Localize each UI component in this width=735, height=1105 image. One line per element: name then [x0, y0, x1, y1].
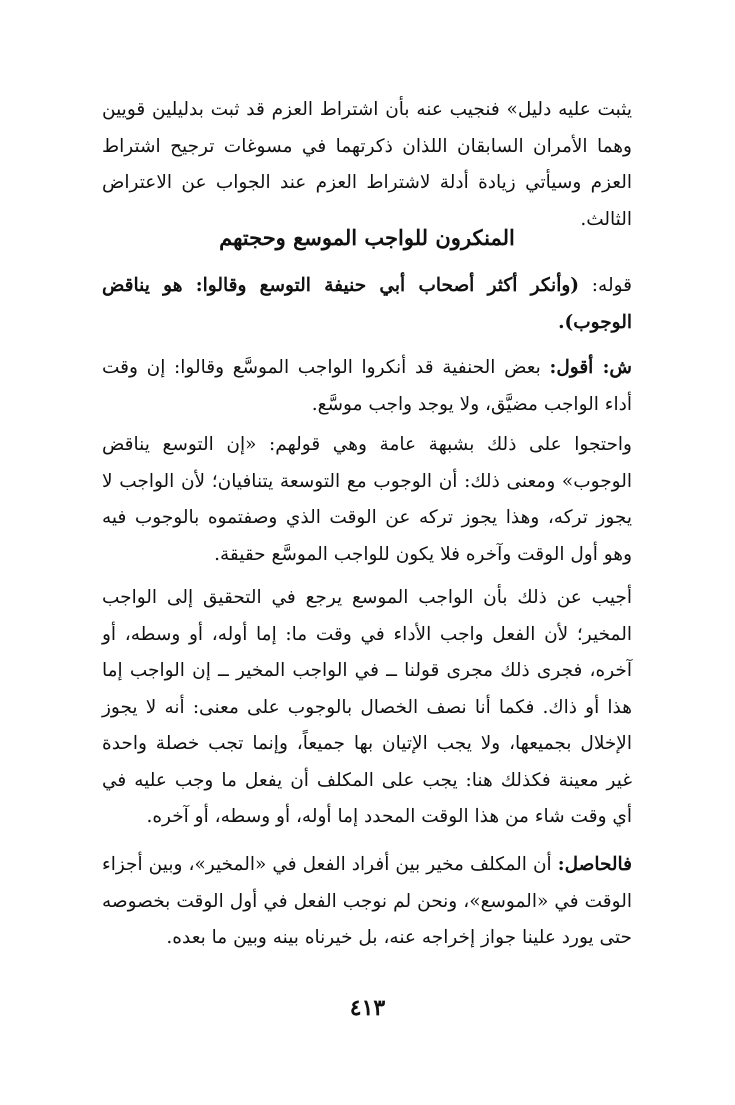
argument-paragraph: واحتجوا على ذلك بشبهة عامة وهي قولهم: «إن التوسع يناقض الوجوب» ومعنى ذلك: أن الوجوب مع التوسعة يتنافيان؛ لأن الواجب لا يجوز تركه، وهذا يجوز تركه عن الوقت الذي وصفتموه بالوجوب فيه وهو أول الوقت وآخره فلا يكون للواجب الموسَّع حقيقة. — [102, 434, 632, 565]
sharh-label: ش: أقول: — [549, 357, 632, 378]
conclusion-text: أن المكلف مخير بين أفراد الفعل في «المخير»، وبين أجزاء الوقت في «الموسع»، ونحن لم نوجب الفعل في أول الوقت بخصوصه حتى يورد علينا جواز إخراجه عنه، بل خيرناه بينه وبين ما بعده. — [102, 854, 632, 948]
intro-paragraph: يثبت عليه دليل» فنجيب عنه بأن اشتراط العزم قد ثبت بدليلين قويين وهما الأمران السابقان اللذان ذكرتهما في مسوغات ترجيح اشتراط العزم وسيأتي زيادة أدلة لاشتراط العزم عند الجواب عن الاعتراض الثالث. — [102, 99, 632, 230]
sharh-paragraph — [102, 350, 632, 423]
quote-paragraph — [102, 268, 632, 341]
section-heading: المنكرون للواجب الموسع وحجتهم — [219, 225, 515, 250]
quote-text: (وأنكر أكثر أصحاب أبي حنيفة التوسع وقالوا: هو يناقض الوجوب). — [102, 275, 632, 333]
sharh-text: بعض الحنفية قد أنكروا الواجب الموسَّع وقالوا: إن وقت أداء الواجب مضيَّق، ولا يوجد واجب موسَّع. — [102, 357, 632, 415]
quote-label: قوله: — [591, 275, 632, 296]
conclusion-paragraph — [102, 847, 632, 957]
answer-paragraph: أجيب عن ذلك بأن الواجب الموسع يرجع في التحقيق إلى الواجب المخير؛ لأن الفعل واجب الأداء في وقت ما: إما أوله، أو وسطه، أو آخره، فجرى ذلك مجرى قولنا ــ في الواجب المخير ــ إن الواجب إما هذا أو ذاك. فكما أنا نصف الخصال بالوجوب على معنى: أنه لا يجوز الإخلال بجميعها، ولا يجب الإتيان بها جميعاً، وإنما تجب خصلة واحدة غير معينة فكذلك هنا: يجب على المكلف أن يفعل ما وجب عليه في أي وقت شاء من هذا الوقت المحدد إما أوله، أو وسطه، أو آخره. — [102, 587, 632, 827]
page-number: ٤١٣ — [349, 995, 386, 1021]
conclusion-label: فالحاصل: — [557, 854, 633, 875]
